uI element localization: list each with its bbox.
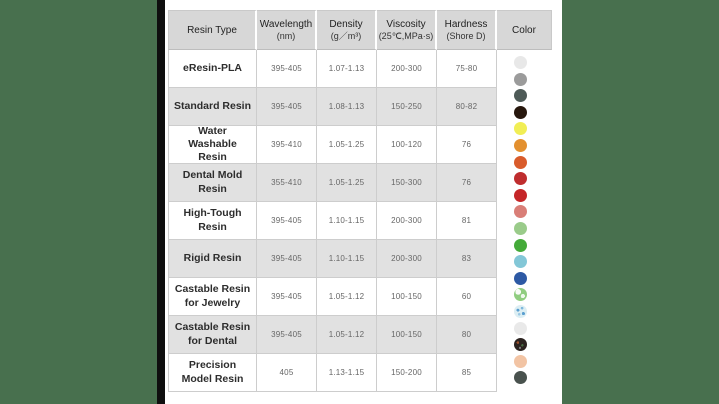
value-cell: 355-410 (257, 164, 317, 202)
value-cell: 395-405 (257, 240, 317, 278)
header-cell-color (497, 10, 552, 50)
value-cell: 1.10-1.15 (317, 240, 377, 278)
value-cell: 80-82 (437, 88, 497, 126)
table-row-rigid-resin (168, 240, 552, 278)
resin-type-cell: Water Washable Resin (168, 126, 257, 164)
value-cell: 1.05-1.25 (317, 126, 377, 164)
header-unit: (Shore D) (446, 30, 486, 41)
table-row-high-tough-resin (168, 202, 552, 240)
color-swatch-orange (514, 139, 527, 152)
color-swatch-dark-red (514, 172, 527, 185)
value-cell: 1.05-1.25 (317, 164, 377, 202)
value-cell: 60 (437, 278, 497, 316)
table-row-castable-resin-for-jewelry (168, 278, 552, 316)
color-swatch-white (514, 322, 527, 335)
table-row-dental-mold-resin (168, 164, 552, 202)
resin-type-cell: eResin-PLA (168, 50, 257, 88)
resin-type-cell: Castable Resin for Jewelry (168, 278, 257, 316)
value-cell: 395-405 (257, 202, 317, 240)
value-cell: 1.07-1.13 (317, 50, 377, 88)
header-cell-density (317, 10, 377, 50)
table-row-castable-resin-for-dental (168, 316, 552, 354)
color-swatch-column (514, 56, 528, 388)
resin-type-cell: High-Tough Resin (168, 202, 257, 240)
value-cell: 1.10-1.15 (317, 202, 377, 240)
header-unit: (25℃,MPa·s) (378, 30, 434, 41)
header-label: Hardness (444, 18, 488, 30)
value-cell: 76 (437, 164, 497, 202)
value-cell: 85 (437, 354, 497, 392)
color-swatch-blue (514, 272, 527, 285)
value-cell: 200-300 (377, 50, 437, 88)
resin-type-cell: Castable Resin for Dental (168, 316, 257, 354)
header-unit: (g／m³) (330, 30, 362, 41)
value-cell: 395-410 (257, 126, 317, 164)
value-cell: 150-300 (377, 164, 437, 202)
resin-type-cell: Dental Mold Resin (168, 164, 257, 202)
color-swatch-dark-slate (514, 89, 527, 102)
header-label: Resin Type (187, 24, 237, 36)
value-cell: 405 (257, 354, 317, 392)
value-cell: 1.08-1.13 (317, 88, 377, 126)
value-cell: 395-405 (257, 278, 317, 316)
value-cell: 200-300 (377, 240, 437, 278)
resin-type-cell: Standard Resin (168, 88, 257, 126)
color-swatch-dark-gray (514, 371, 527, 384)
header-unit: (nm) (276, 30, 296, 41)
table-row-precision-model-resin (168, 354, 552, 392)
color-swatch-black (514, 106, 527, 119)
header-label: Color (512, 24, 536, 36)
color-swatch-salmon (514, 205, 527, 218)
value-cell: 200-300 (377, 202, 437, 240)
color-swatch-light-green (514, 222, 527, 235)
value-cell: 83 (437, 240, 497, 278)
value-cell: 150-250 (377, 88, 437, 126)
table-row-standard-resin (168, 88, 552, 126)
value-cell: 1.05-1.12 (317, 278, 377, 316)
resin-spec-table (168, 10, 552, 392)
right-green-panel (562, 0, 719, 404)
value-cell: 1.05-1.12 (317, 316, 377, 354)
color-swatch-yellow (514, 122, 527, 135)
left-green-panel (0, 0, 157, 404)
value-cell: 100-150 (377, 316, 437, 354)
color-swatch-sky-blue (514, 255, 527, 268)
header-cell-resin-type (168, 10, 257, 50)
color-swatch-green (514, 239, 527, 252)
resin-type-cell: Rigid Resin (168, 240, 257, 278)
table-row-water-washable-resin (168, 126, 552, 164)
value-cell: 100-150 (377, 278, 437, 316)
value-cell: 76 (437, 126, 497, 164)
value-cell: 395-405 (257, 88, 317, 126)
value-cell: 1.13-1.15 (317, 354, 377, 392)
color-swatch-marbled-green (514, 288, 527, 301)
table-body (168, 50, 552, 392)
color-swatch-red (514, 189, 527, 202)
color-swatch-white-gray (514, 56, 527, 69)
color-swatch-speckled-black (514, 338, 527, 351)
value-cell: 100-120 (377, 126, 437, 164)
value-cell: 75-80 (437, 50, 497, 88)
color-swatch-peach (514, 355, 527, 368)
color-swatch-speckled-blue-white (514, 305, 527, 318)
header-cell-hardness (437, 10, 497, 50)
header-label: Wavelength (259, 18, 313, 30)
value-cell: 395-405 (257, 50, 317, 88)
color-swatch-gray (514, 73, 527, 86)
table-header-row (168, 10, 552, 50)
value-cell: 150-200 (377, 354, 437, 392)
header-cell-viscosity (377, 10, 437, 50)
value-cell: 80 (437, 316, 497, 354)
header-label: Density (329, 18, 363, 30)
value-cell: 81 (437, 202, 497, 240)
resin-type-cell: Precision Model Resin (168, 354, 257, 392)
header-label: Viscosity (386, 18, 426, 30)
color-swatch-orange-red (514, 156, 527, 169)
left-black-divider (157, 0, 165, 404)
table-row-eresin-pla (168, 50, 552, 88)
header-cell-wavelength (257, 10, 317, 50)
value-cell: 395-405 (257, 316, 317, 354)
